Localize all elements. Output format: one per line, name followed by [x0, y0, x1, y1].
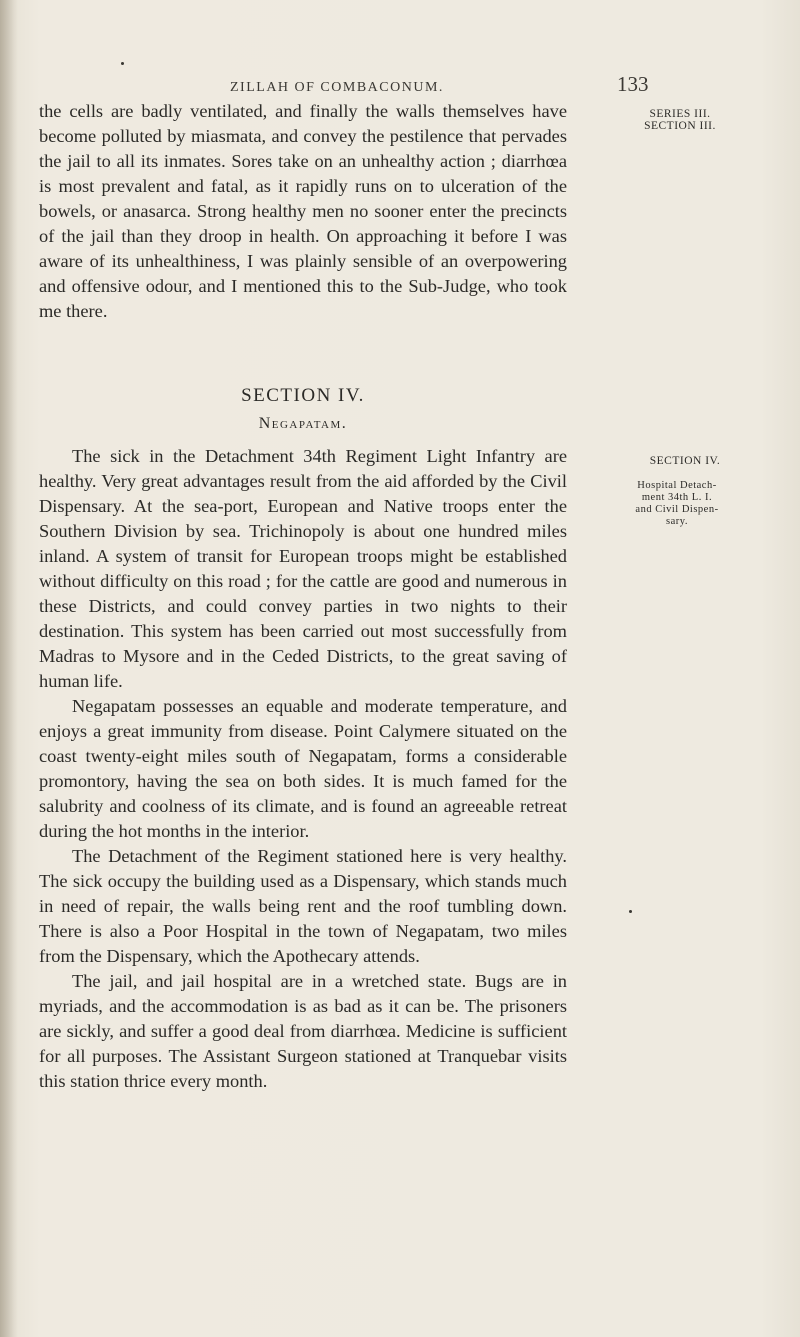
section-body [39, 444, 567, 1094]
margin-note-line: sary. [666, 516, 688, 527]
margin-note-line: SECTION III. [644, 120, 716, 132]
margin-note-series [590, 108, 770, 132]
paragraph: Negapatam possesses an equable and moderate temperature, and enjoys a great immunity from disease. Point Calymere situated on the coast twenty-eight miles south of Negapatam, forms a considerable promontory, having the sea on both sides. It is much famed for the salubrity and coolness of its climate, and is found an agreeable retreat during the hot months in the interior. [39, 696, 567, 841]
margin-note-line: and Civil Dispen- [635, 504, 719, 515]
section-heading: SECTION IV. [241, 385, 365, 406]
margin-note-line: SERIES III. [649, 108, 711, 120]
ink-speck [121, 62, 124, 65]
paragraph: The sick in the Detachment 34th Regiment Light Infantry are healthy. Very great advantages result from the aid afforded by the Civil Dispensary. At the sea-port, European and Native troops enter the Southern Division by sea. Trichinopoly is about one hundred miles inland. A system of transit for European troops might be established without difficulty on this road ; for the cattle are good and numerous in these Districts, and could convey parties in two nights to their destination. This system has been carried out most successfully from Madras to Mysore and in the Ceded Districts, to the great saving of human life. [39, 446, 567, 691]
ink-speck [629, 910, 632, 913]
paragraph: The Detachment of the Regiment stationed here is very healthy. The sick occupy the building used as a Dispensary, which stands much in need of repair, the walls being rent and the roof tumbling down. There is also a Poor Hospital in the town of Negapatam, two miles from the Dispensary, which the Apothecary attends. [39, 846, 567, 966]
margin-note-section: SECTION IV. [649, 455, 721, 467]
margin-note-hospital [584, 480, 770, 528]
page-number: 133 [617, 72, 649, 96]
paragraph: The jail, and jail hospital are in a wretched state. Bugs are in myriads, and the accommodation is as bad as it can be. The prisoners are sickly, and suffer a good deal from diarrhœa. Medicine is sufficient for all purposes. The Assistant Surgeon stationed at Tranquebar visits this station thrice every month. [39, 971, 567, 1091]
opening-paragraph [39, 99, 567, 324]
margin-note-line: Hospital Detach- [637, 480, 717, 491]
running-head: ZILLAH OF COMBACONUM. [230, 80, 444, 95]
binding-shadow [0, 0, 18, 1337]
margin-note-line: ment 34th L. I. [641, 492, 713, 503]
section-subheading: Negapatam. [258, 415, 348, 432]
paragraph: the cells are badly ventilated, and finally the walls themselves have become polluted by miasmata, and convey the pestilence that pervades the jail to all its inmates. Sores take on an unhealthy action ; diarrhœa is most prevalent and fatal, as it rapidly runs on to ulceration of the bowels, or anasarca. Strong healthy men no sooner enter the precincts of the jail than they droop in health. On approaching it before I was aware of its unhealthiness, I was plainly sensible of an overpowering and offensive odour, and I mentioned this to the Sub-Judge, who took me there. [39, 101, 567, 321]
